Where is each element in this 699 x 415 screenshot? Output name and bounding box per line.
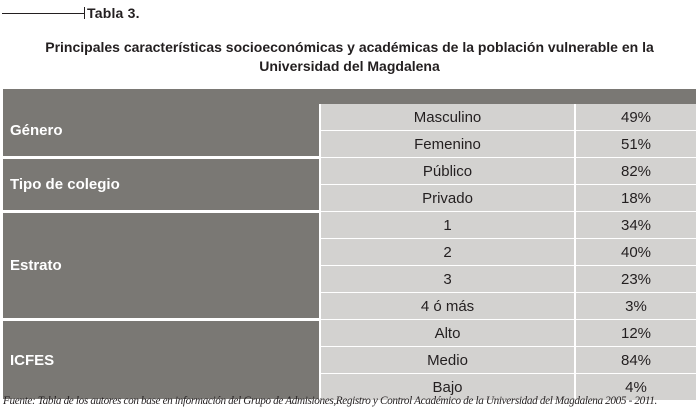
category-cell: Masculino: [320, 104, 575, 131]
percent-cell: 34%: [575, 212, 696, 239]
table-title: [0, 38, 699, 76]
group-label-estrato: Estrato: [3, 212, 320, 320]
category-cell: Alto: [320, 320, 575, 347]
table-header-band: [3, 89, 696, 104]
category-cell: Bajo: [320, 374, 575, 401]
table-row: [3, 320, 696, 347]
category-cell: Femenino: [320, 131, 575, 158]
title-line-2: Universidad del Magdalena: [259, 58, 440, 74]
percent-cell: 18%: [575, 185, 696, 212]
category-cell: 1: [320, 212, 575, 239]
category-cell: Medio: [320, 347, 575, 374]
percent-cell: 23%: [575, 266, 696, 293]
percent-cell: 51%: [575, 131, 696, 158]
table-row: [3, 158, 696, 185]
group-label-genero: Género: [3, 104, 320, 158]
source-note: Fuente: Tabla de los autores con base en información del Grupo de Admisiones,Registro y Control Académico de la Universidad del Magdalena 2005 - 2011.: [3, 395, 657, 407]
category-cell: 4 ó más: [320, 293, 575, 320]
table-label: [2, 2, 140, 24]
group-label-tipo-colegio: Tipo de colegio: [3, 158, 320, 212]
percent-cell: 40%: [575, 239, 696, 266]
group-label-icfes: ICFES: [3, 320, 320, 401]
title-line-1: Principales características socioeconómicas y académicas de la población vulnerable en la: [45, 39, 654, 55]
label-rule: [2, 13, 84, 14]
table-row: [3, 104, 696, 131]
category-cell: 2: [320, 239, 575, 266]
table-row: [3, 212, 696, 239]
percent-cell: 4%: [575, 374, 696, 401]
percent-cell: 12%: [575, 320, 696, 347]
percent-cell: 82%: [575, 158, 696, 185]
table-number: Tabla 3.: [87, 5, 140, 21]
category-cell: 3: [320, 266, 575, 293]
category-cell: Privado: [320, 185, 575, 212]
data-table: [3, 104, 696, 402]
category-cell: Público: [320, 158, 575, 185]
percent-cell: 49%: [575, 104, 696, 131]
percent-cell: 3%: [575, 293, 696, 320]
percent-cell: 84%: [575, 347, 696, 374]
